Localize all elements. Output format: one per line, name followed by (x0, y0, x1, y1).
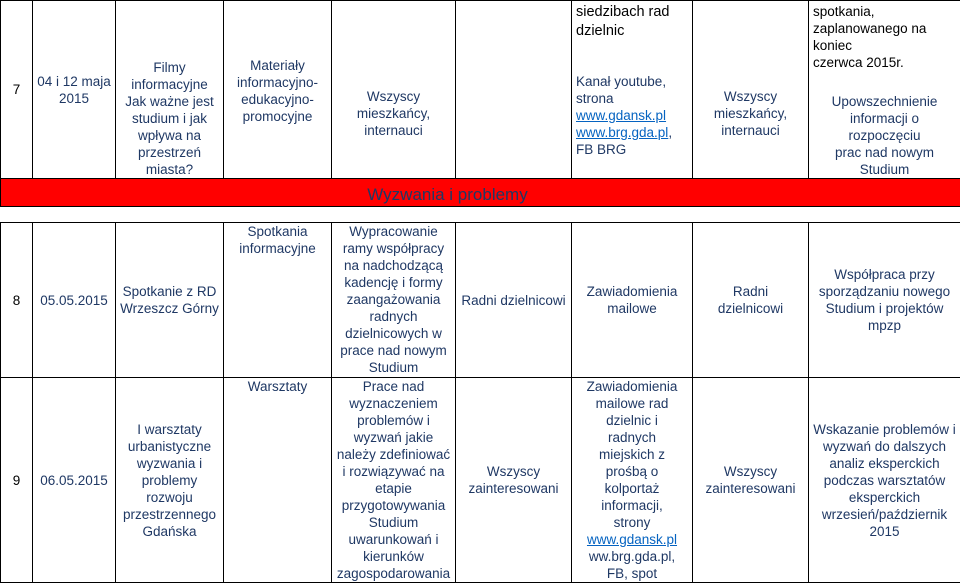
section-banner-row (1, 179, 960, 207)
row-number: 7 (1, 1, 33, 179)
audience-cell: Wszyscy zainteresowani (456, 378, 572, 583)
goal-cell: Współpraca przy sporządzaniu nowego Studium i projektów mpzp (809, 223, 960, 378)
channel-cell: Zawiadomienia mailowe rad dzielnic i radnych miejskich z prośbą o kolportaż informacji, strony www.gdansk.pl ww.brg.gda.pl, FB, spot (572, 378, 693, 583)
table-row-9 (1, 378, 960, 583)
goal-cell: spotkania, zaplanowanego na koniec czerwca 2015r. Upowszechnienie informacji o rozpoczęciu prac nad nowym Studium (809, 1, 960, 179)
form-line: edukacyjno- (228, 91, 327, 108)
form-line: promocyjne (228, 108, 327, 125)
activity-line: studium i jak (120, 110, 219, 127)
target-cell: Wszyscy mieszkańcy, internauci (693, 1, 809, 179)
activity-line: przestrzeń (120, 144, 219, 161)
activity-line: miasta? (120, 161, 219, 178)
scope-cell (332, 1, 456, 179)
date-cell: 05.05.2015 (33, 223, 116, 378)
spacer-row (1, 207, 960, 223)
date-cell: 04 i 12 maja 2015 (33, 1, 116, 179)
activity-line: wpływa na (120, 127, 219, 144)
form-line: Materiały (228, 57, 327, 74)
brg-link[interactable]: www.brg.gda.pl (576, 125, 668, 140)
activity-cell (116, 1, 224, 179)
audience-line: mieszkańcy, (336, 105, 451, 122)
target-cell: Wszyscy zainteresowani (693, 378, 809, 583)
audience-line: internauci (336, 122, 451, 139)
section-banner: Wyzwania i problemy (1, 179, 960, 207)
gdansk-link[interactable]: www.gdansk.pl (576, 108, 666, 123)
table-row-7 (1, 1, 960, 179)
form-line: informacyjno- (228, 74, 327, 91)
channel-cell: siedzibach rad dzielnic Kanał youtube, strona www.gdansk.pl www.brg.gda.pl, FB BRG (572, 1, 693, 179)
form-cell: Warsztaty (224, 378, 332, 583)
audience-line: Wszyscy (336, 88, 451, 105)
scope-cell: Wypracowanie ramy współpracy na nadchodzącą kadencję i formy zaangażowania radnych dzielnicowych w prace nad nowym Studium (332, 223, 456, 378)
target-cell: Radni dzielnicowi (693, 223, 809, 378)
date-cell: 06.05.2015 (33, 378, 116, 583)
table-row-8 (1, 223, 960, 378)
activity-line: informacyjne (120, 76, 219, 93)
channel-cell: Zawiadomienia mailowe (572, 223, 693, 378)
form-cell: Spotkania informacyjne (224, 223, 332, 378)
activity-cell: Spotkanie z RD Wrzeszcz Górny (116, 223, 224, 378)
scope-cell: Prace nad wyznaczeniem problemów i wyzwań jakie należy zdefiniować i rozwiązywać na etapie przygotowywania Studium uwarunkowań i kierunków zagospodarowania (332, 378, 456, 583)
form-cell (224, 1, 332, 179)
activity-line: Jak ważne jest (120, 93, 219, 110)
activity-cell: I warsztaty urbanistyczne wyzwania i problemy rozwoju przestrzennego Gdańska (116, 378, 224, 583)
row-number: 8 (1, 223, 33, 378)
goal-cell: Wskazanie problemów i wyzwań do dalszych analiz eksperckich podczas warsztatów eksperckich wrzesień/październik 2015 (809, 378, 960, 583)
row-number: 9 (1, 378, 33, 583)
audience-cell: Radni dzielnicowi (456, 223, 572, 378)
audience-cell (456, 1, 572, 179)
activity-line: Filmy (120, 59, 219, 76)
gdansk-link[interactable]: www.gdansk.pl (587, 532, 677, 547)
